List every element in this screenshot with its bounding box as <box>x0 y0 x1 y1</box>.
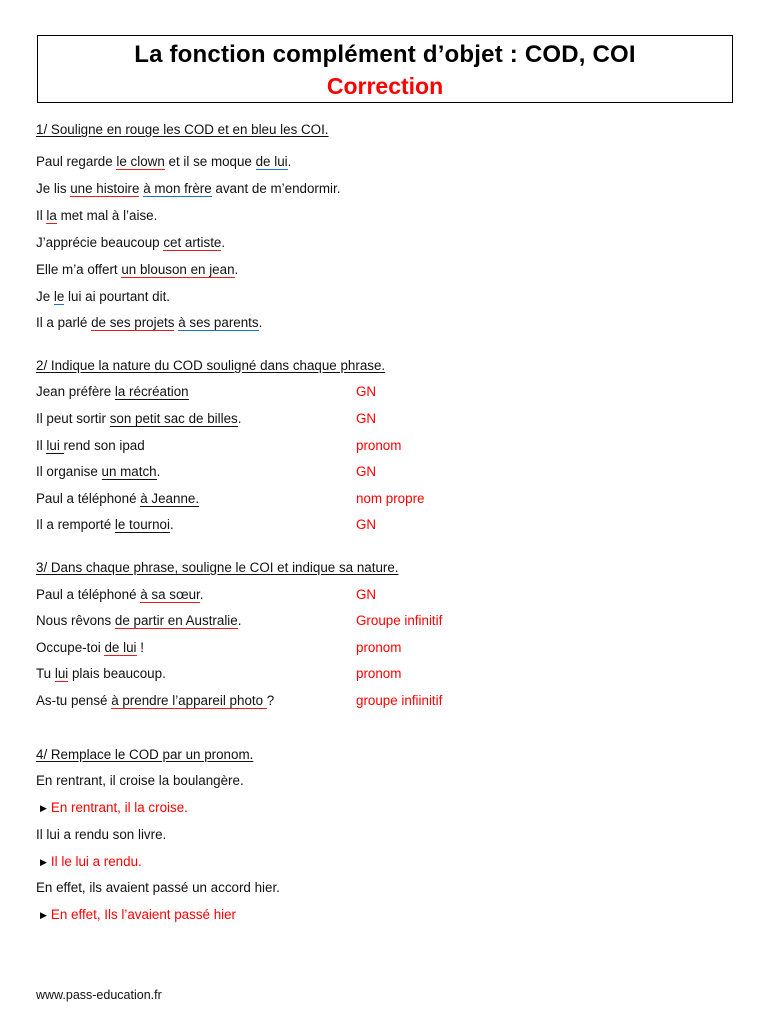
ex3-sentence: Nous rêvons de partir en Australie. <box>36 613 242 628</box>
coi-underline: de lui <box>255 154 288 169</box>
ex2-answer: pronom <box>356 438 402 453</box>
ex4-correction: ▶ Il le lui a rendu. <box>40 854 142 869</box>
ex3-answer: groupe infiinitif <box>356 693 443 708</box>
ex2-answer: GN <box>356 517 377 532</box>
ex1-heading: 1/ Souligne en rouge les COD et en bleu les COI. <box>36 122 329 137</box>
ex2-sentence: Jean préfère la récréation <box>36 384 189 399</box>
ex2-answer: GN <box>356 384 377 399</box>
ex2-sentence: Il organise un match. <box>36 464 161 479</box>
ex3-sentence: As-tu pensé à prendre l’appareil photo ? <box>36 693 275 708</box>
ex1-sentence-5: Elle m’a offert un blouson en jean. <box>36 262 239 277</box>
page-subtitle: Correction <box>326 73 444 99</box>
ex3-sentence: Paul a téléphoné à sa sœur. <box>36 587 204 602</box>
ex2-sentence: Il a remporté le tournoi. <box>36 517 174 532</box>
cod-underline: le clown <box>116 154 165 169</box>
ex1-sentence-4: J’apprécie beaucoup cet artiste. <box>36 235 226 250</box>
cod-underline: la <box>46 208 57 223</box>
ex2-heading: 2/ Indique la nature du COD souligné dans chaque phrase. <box>36 358 386 373</box>
title-box <box>37 35 733 103</box>
ex2-answer: nom propre <box>356 491 425 506</box>
ex4-sentence: En effet, ils avaient passé un accord hier. <box>36 880 280 895</box>
ex3-answer: pronom <box>356 640 402 655</box>
ex4-sentence: Il lui a rendu son livre. <box>36 827 167 842</box>
cod-underline: un blouson en jean <box>121 262 235 277</box>
ex3-heading: 3/ Dans chaque phrase, souligne le COI et indique sa nature. <box>36 560 399 575</box>
coi-underline: à mon frère <box>143 181 212 196</box>
ex1-sentence-1: Paul regarde le clown et il se moque de lui. <box>36 154 292 169</box>
ex2-answer: GN <box>356 464 377 479</box>
coi-underline: de ses projets <box>91 315 175 330</box>
ex1-sentence-7: Il a parlé de ses projets à ses parents. <box>36 315 263 330</box>
ex2-sentence: Il lui rend son ipad <box>36 438 145 453</box>
cod-underline: une histoire <box>70 181 140 196</box>
ex4-correction: ▶ En rentrant, il la croise. <box>40 800 188 815</box>
coi-underline: à ses parents <box>178 315 259 330</box>
bullet-arrow-icon: ▶ <box>40 910 47 920</box>
page-title: La fonction complément d’objet : COD, COI <box>134 41 636 68</box>
bullet-arrow-icon: ▶ <box>40 803 47 813</box>
ex3-sentence: Tu lui plais beaucoup. <box>36 666 166 681</box>
footer-url: www.pass-education.fr <box>36 988 162 1002</box>
ex2-answer: GN <box>356 411 377 426</box>
ex3-answer: pronom <box>356 666 402 681</box>
ex2-sentence: Paul a téléphoné à Jeanne. <box>36 491 200 506</box>
coi-underline: le <box>53 289 65 304</box>
ex4-heading: 4/ Remplace le COD par un pronom. <box>36 747 254 762</box>
ex1-sentence-3: Il la met mal à l’aise. <box>36 208 158 223</box>
bullet-arrow-icon: ▶ <box>40 857 47 867</box>
ex3-answer: GN <box>356 587 377 602</box>
ex3-sentence: Occupe-toi de lui ! <box>36 640 144 655</box>
ex4-correction: ▶ En effet, Ils l’avaient passé hier <box>40 907 237 922</box>
ex2-sentence: Il peut sortir son petit sac de billes. <box>36 411 242 426</box>
ex4-sentence: En rentrant, il croise la boulangère. <box>36 773 244 788</box>
cod-underline: cet artiste <box>163 235 222 250</box>
ex1-sentence-2: Je lis une histoire à mon frère avant de m’endormir. <box>36 181 341 196</box>
ex3-answer: Groupe infinitif <box>356 613 443 628</box>
ex1-sentence-6: Je le lui ai pourtant dit. <box>36 289 171 304</box>
